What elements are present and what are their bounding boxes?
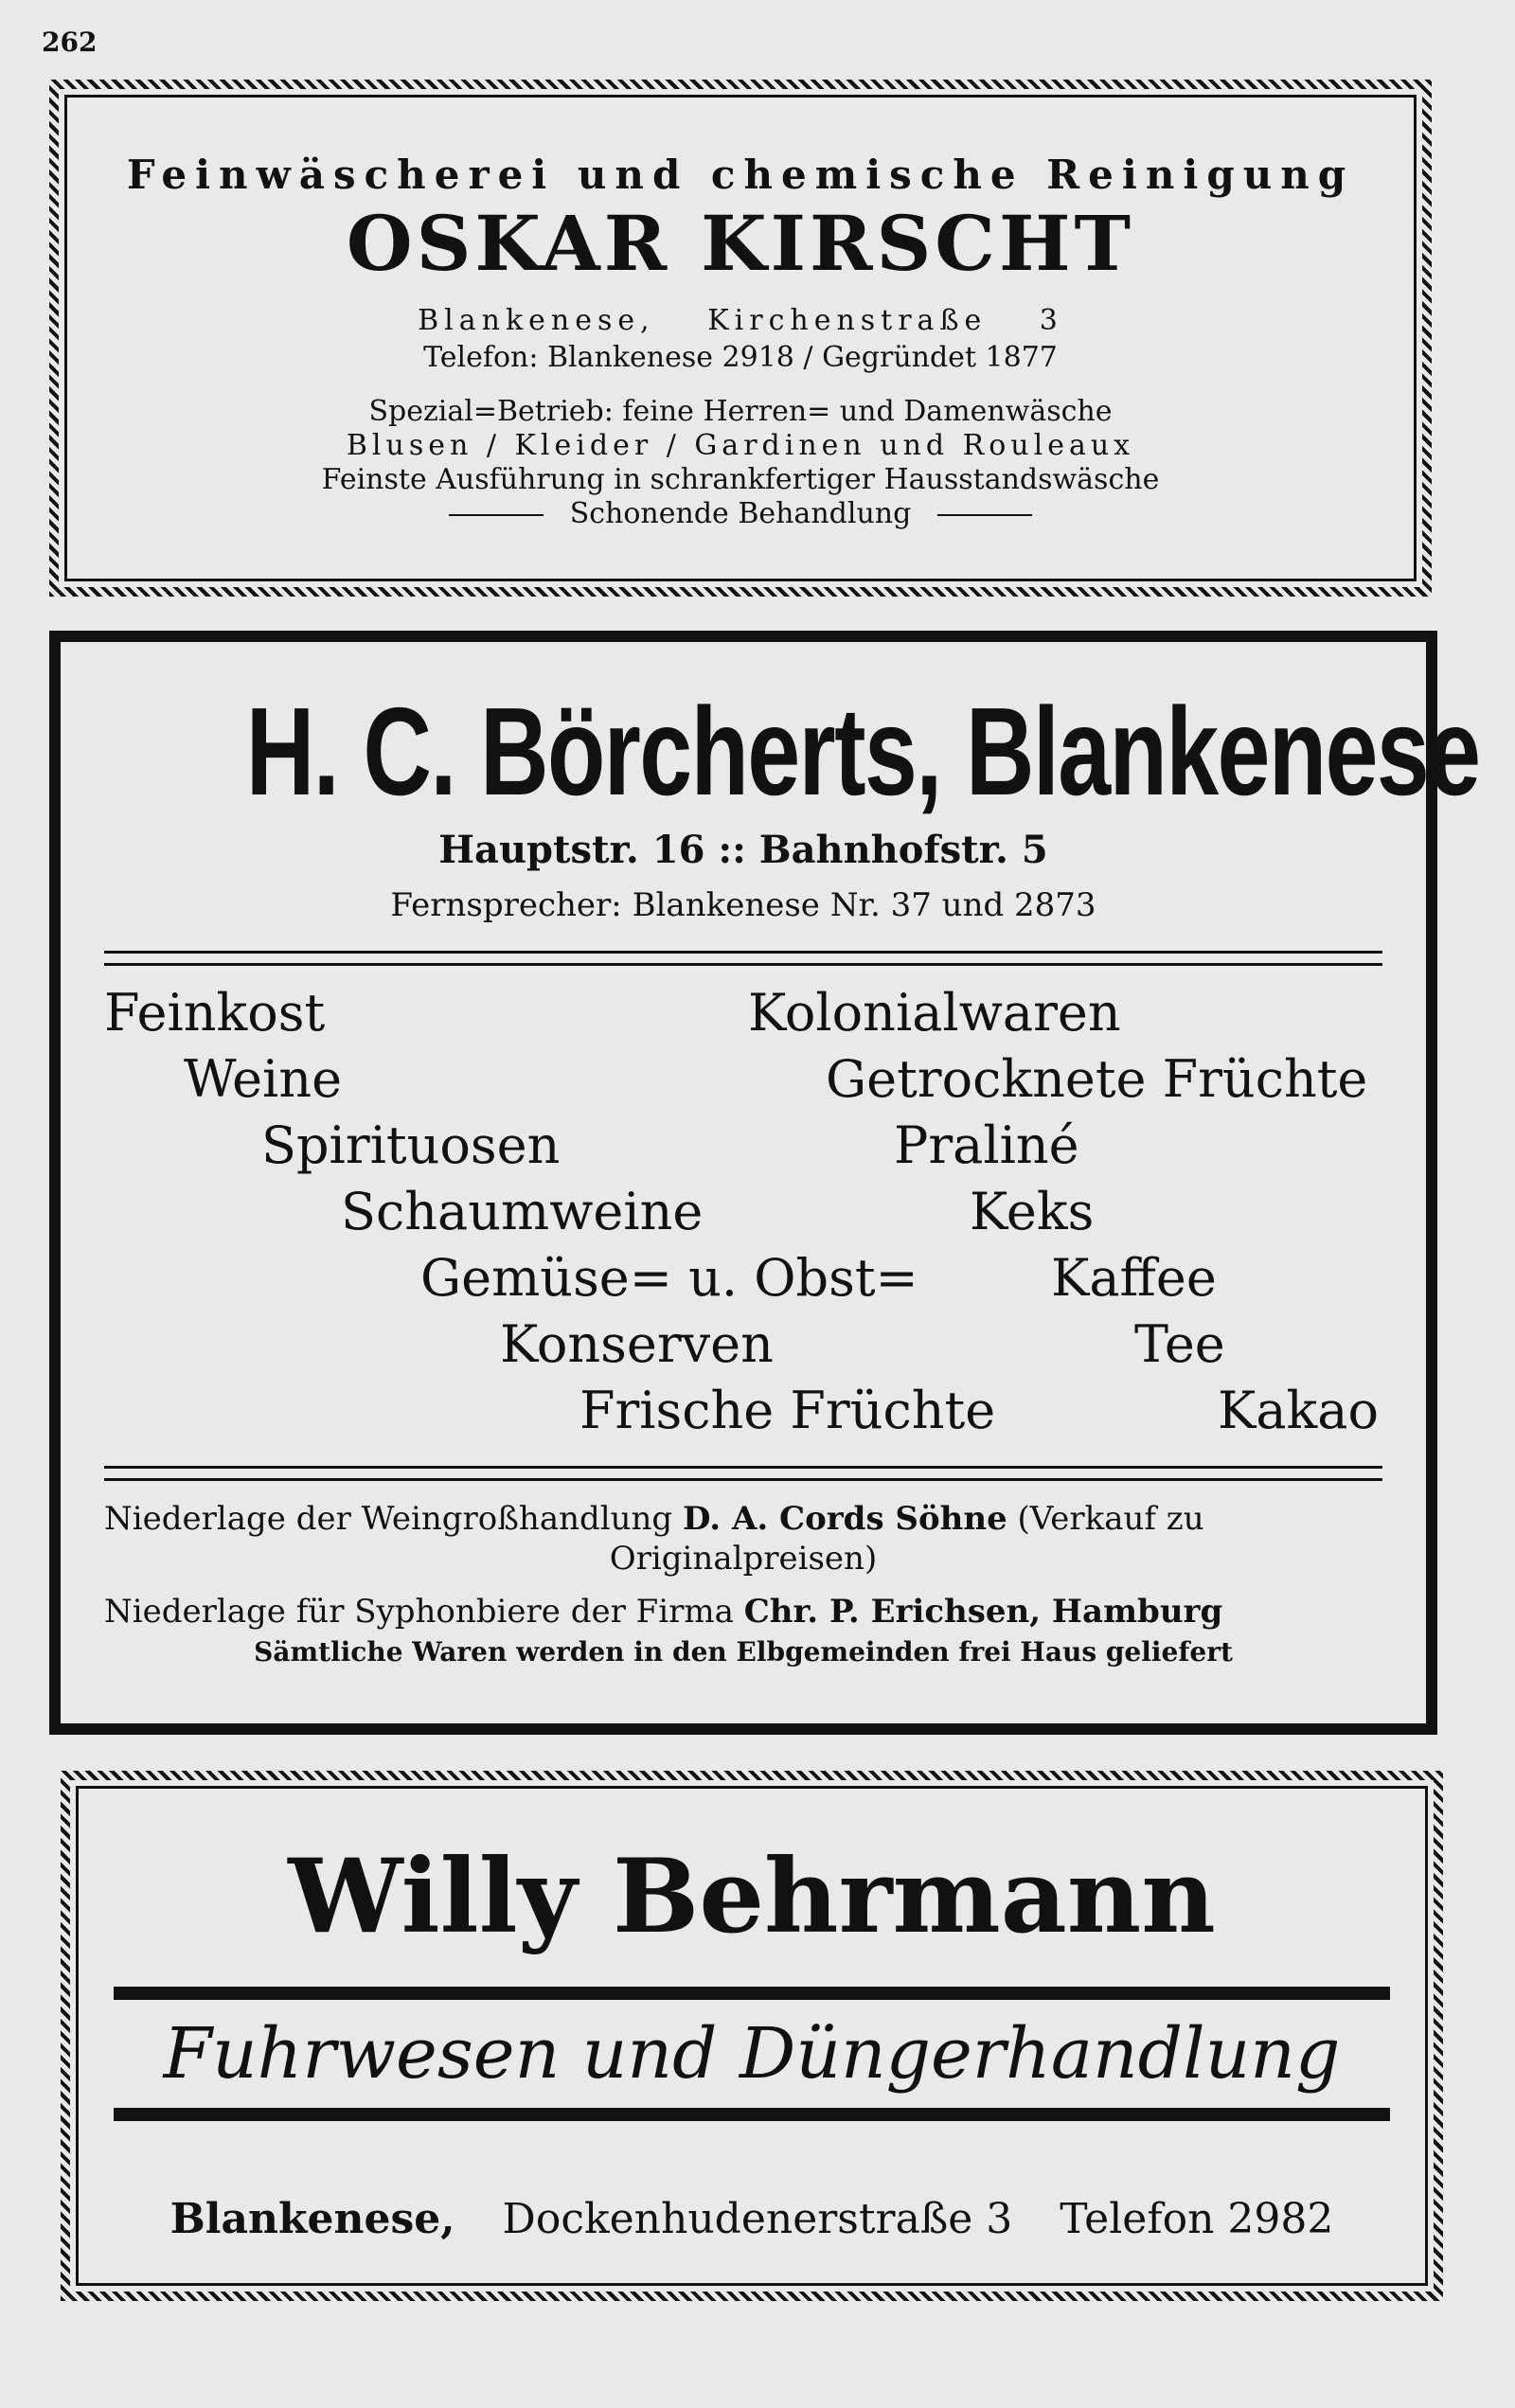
footer2-prefix: Niederlage für Syphonbiere der Firma [104, 1593, 734, 1631]
ad2-footer-1-cont: Originalpreisen) [609, 1540, 878, 1578]
goods-left: Schaumweine [341, 1182, 704, 1241]
ad1-spec-line [87, 497, 1394, 531]
ad2-delivery: Sämtliche Waren werden in den Elbgemeinden frei Haus geliefert [254, 1636, 1233, 1668]
goods-left: Spirituosen [261, 1115, 561, 1175]
footer2-firm: Chr. P. Erichsen, Hamburg [743, 1593, 1223, 1631]
ad1-address [87, 304, 1394, 337]
goods-right: Kaffee [1051, 1248, 1217, 1308]
ad1-specialities [87, 395, 1394, 531]
divider-bar [114, 2108, 1390, 2121]
footer1-firm: D. A. Cords Söhne [683, 1500, 1007, 1538]
ad1-heading: Feinwäscherei und chemische Reinigung [126, 152, 1355, 198]
ad2-footer-2 [104, 1593, 1382, 1631]
ad2-name: H. C. Börcherts, Blankenese [245, 682, 1480, 821]
ad1-spec-last-text: Schonende Behandlung [569, 497, 912, 530]
ad3-name: Willy Behrmann [288, 1837, 1216, 1956]
goods-right: Tee [1134, 1314, 1225, 1374]
divider [104, 951, 1382, 966]
goods-right: Getrocknete Früchte [826, 1049, 1368, 1109]
goods-left: Weine [184, 1049, 343, 1109]
goods-right: Praliné [894, 1115, 1079, 1175]
ad3-business: Fuhrwesen und Düngerhandlung [163, 2013, 1341, 2095]
ad2-addresses: Hauptstr. 16 :: Bahnhofstr. 5 [438, 828, 1048, 872]
ad1-place: Blankenese, [418, 304, 655, 337]
goods-right: Kakao [1218, 1381, 1379, 1440]
goods-left: Frische Früchte [579, 1381, 996, 1440]
ad3-telephone: Telefon 2982 [1060, 2195, 1334, 2243]
footer1-suffix: (Verkauf zu [1017, 1500, 1204, 1538]
ad3-place: Blankenese, [169, 2195, 455, 2243]
ad1-telephone: Telefon: Blankenese 2918 / Gegründet 1877 [423, 341, 1058, 374]
divider [104, 1466, 1382, 1481]
goods-left: Feinkost [104, 983, 326, 1043]
ad3-address [70, 2195, 1434, 2243]
goods-left: Konserven [500, 1314, 774, 1374]
ad1-spec-line: Spezial=Betrieb: feine Herren= und Damenwäsche [368, 395, 1113, 428]
goods-right: Kolonialwaren [748, 983, 1121, 1043]
ad3-street: Dockenhudenerstraße 3 [502, 2195, 1013, 2243]
ad1-name: OSKAR KIRSCHT [346, 199, 1135, 288]
ad1-spec-line: Blusen / Kleider / Gardinen und Rouleaux [346, 429, 1135, 462]
ad-kirscht [49, 80, 1432, 597]
ad1-spec-line: Feinste Ausführung in schrankfertiger Hausstandswäsche [321, 463, 1160, 496]
goods-right: Keks [970, 1182, 1095, 1241]
ad-behrmann [61, 1771, 1443, 2301]
divider-bar [114, 1987, 1390, 2000]
ad2-phone: Fernsprecher: Blankenese Nr. 37 und 2873 [390, 886, 1096, 924]
page-number: 262 [42, 27, 98, 58]
footer1-prefix: Niederlage der Weingroßhandlung [104, 1500, 673, 1538]
ad2-footer-1 [104, 1500, 1382, 1538]
ad-boercherts [49, 631, 1480, 1735]
goods-left: Gemüse= u. Obst= [420, 1248, 918, 1308]
ad1-street: Kirchenstraße 3 [707, 304, 1063, 337]
